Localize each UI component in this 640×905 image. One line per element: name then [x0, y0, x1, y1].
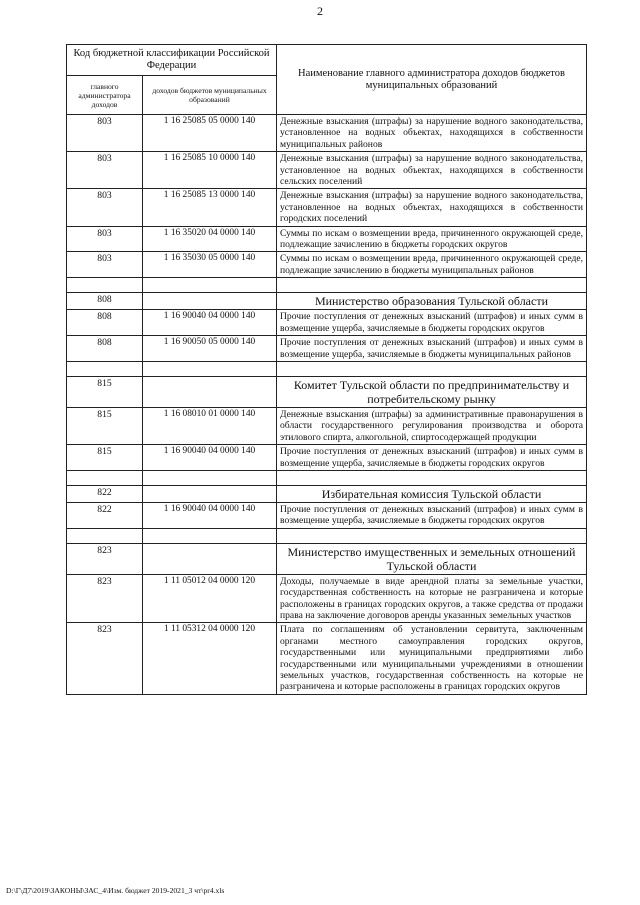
income-code-cell: 1 16 08010 01 0000 140 [143, 407, 277, 444]
admin-code-cell: 815 [67, 407, 143, 444]
admin-code-subheader: главного администратора доходов [67, 76, 143, 115]
spacer-cell [277, 361, 587, 376]
spacer-cell [67, 528, 143, 543]
admin-name-header: Наименование главного администратора доходов бюджетов муниципальных образований [277, 45, 587, 115]
table-body [67, 115, 587, 695]
admin-code-cell: 808 [67, 293, 143, 310]
table-row [67, 226, 587, 252]
income-code-cell: 1 16 35020 04 0000 140 [143, 226, 277, 252]
spacer-cell [67, 278, 143, 293]
income-name-cell: Прочие поступления от денежных взысканий (штрафов) и иных сумм в возмещение ущерба, зачисляемые в бюджеты городских округов [277, 310, 587, 336]
income-code-cell: 1 16 90050 05 0000 140 [143, 336, 277, 362]
footer-file-path: D:\Г\Д7\2019\ЗАКОНЫ\ЗАС_4\Изм. бюджет 2019-2021_3 чт\pr4.xls [6, 886, 225, 895]
income-name-cell: Прочие поступления от денежных взысканий (штрафов) и иных сумм в возмещение ущерба, зачисляемые в бюджеты муниципальных районов [277, 336, 587, 362]
income-name-cell: Прочие поступления от денежных взысканий (штрафов) и иных сумм в возмещение ущерба, зачисляемые в бюджеты городских округов [277, 445, 587, 471]
table-row [67, 407, 587, 444]
income-name-cell: Денежные взыскания (штрафы) за нарушение водного законодательства, установленное на водных объектах, находящихся в собственности муниципальных районов [277, 115, 587, 152]
table-row [67, 310, 587, 336]
income-code-cell [143, 543, 277, 574]
admin-code-cell: 823 [67, 623, 143, 694]
table-row [67, 189, 587, 226]
income-code-cell: 1 11 05312 04 0000 120 [143, 623, 277, 694]
table-row [67, 252, 587, 278]
spacer-cell [143, 278, 277, 293]
income-name-cell: Прочие поступления от денежных взысканий (штрафов) и иных сумм в возмещение ущерба, зачисляемые в бюджеты городских округов [277, 502, 587, 528]
page-number: 2 [317, 4, 323, 18]
kbk-header: Код бюджетной классификации Российской Федерации [67, 45, 277, 76]
income-code-cell: 1 11 05012 04 0000 120 [143, 574, 277, 623]
spacer-cell [143, 361, 277, 376]
admin-code-cell: 808 [67, 336, 143, 362]
department-row [67, 293, 587, 310]
department-name-cell: Министерство образования Тульской области [277, 293, 587, 310]
department-row [67, 543, 587, 574]
income-code-cell: 1 16 90040 04 0000 140 [143, 445, 277, 471]
admin-code-cell: 803 [67, 152, 143, 189]
spacer-cell [277, 528, 587, 543]
spacer-row [67, 528, 587, 543]
admin-code-cell: 803 [67, 115, 143, 152]
table-row [67, 445, 587, 471]
spacer-cell [67, 470, 143, 485]
income-name-cell: Денежные взыскания (штрафы) за административные правонарушения в области государственного регулирования производства и оборота этилового спирта, алкогольной, спиртосодержащей продукции [277, 407, 587, 444]
income-code-cell: 1 16 25085 10 0000 140 [143, 152, 277, 189]
department-row [67, 376, 587, 407]
spacer-row [67, 470, 587, 485]
department-name-cell: Министерство имущественных и земельных отношений Тульской области [277, 543, 587, 574]
income-name-cell: Суммы по искам о возмещении вреда, причиненного окружающей среде, подлежащие зачислению в бюджеты муниципальных районов [277, 252, 587, 278]
income-name-cell: Плата по соглашениям об установлении сервитута, заключенным органами местного самоуправления городских округов, государственными или муниципальными предприятиями либо государственными или муниципальными учреждениями в отношении земельных участков, государственная собственность на которые не разграничена и которые расположены в границах городских округов [277, 623, 587, 694]
income-code-cell: 1 16 90040 04 0000 140 [143, 502, 277, 528]
admin-code-cell: 803 [67, 189, 143, 226]
admin-code-cell: 823 [67, 574, 143, 623]
income-name-cell: Суммы по искам о возмещении вреда, причиненного окружающей среде, подлежащие зачислению в бюджеты городских округов [277, 226, 587, 252]
table-row [67, 502, 587, 528]
department-row [67, 485, 587, 502]
income-code-cell [143, 293, 277, 310]
income-code-cell: 1 16 25085 13 0000 140 [143, 189, 277, 226]
admin-code-cell: 822 [67, 502, 143, 528]
spacer-row [67, 278, 587, 293]
income-name-cell: Денежные взыскания (штрафы) за нарушение водного законодательства, установленное на водных объектах, находящихся в собственности сельских поселений [277, 152, 587, 189]
income-code-cell: 1 16 90040 04 0000 140 [143, 310, 277, 336]
income-code-cell: 1 16 35030 05 0000 140 [143, 252, 277, 278]
income-code-cell [143, 376, 277, 407]
income-code-subheader: доходов бюджетов муниципальных образований [143, 76, 277, 115]
table-row [67, 152, 587, 189]
admin-code-cell: 803 [67, 226, 143, 252]
income-code-cell [143, 485, 277, 502]
income-name-cell: Денежные взыскания (штрафы) за нарушение водного законодательства, установленное на водных объектах, находящихся в собственности городских поселений [277, 189, 587, 226]
income-code-cell: 1 16 25085 05 0000 140 [143, 115, 277, 152]
admin-code-cell: 815 [67, 445, 143, 471]
department-name-cell: Избирательная комиссия Тульской области [277, 485, 587, 502]
admin-code-cell: 822 [67, 485, 143, 502]
spacer-cell [143, 528, 277, 543]
table-row [67, 623, 587, 694]
budget-table [66, 44, 587, 695]
admin-code-cell: 823 [67, 543, 143, 574]
spacer-cell [277, 278, 587, 293]
department-name-cell: Комитет Тульской области по предпринимательству и потребительскому рынку [277, 376, 587, 407]
admin-code-cell: 815 [67, 376, 143, 407]
table-row [67, 574, 587, 623]
spacer-cell [277, 470, 587, 485]
spacer-cell [67, 361, 143, 376]
admin-code-cell: 803 [67, 252, 143, 278]
table-row [67, 336, 587, 362]
spacer-row [67, 361, 587, 376]
spacer-cell [143, 470, 277, 485]
table-row [67, 115, 587, 152]
admin-code-cell: 808 [67, 310, 143, 336]
income-name-cell: Доходы, получаемые в виде арендной платы за земельные участки, государственная собственность на которые не разграничена и которые расположены в границах городских округов, а также средства от продажи права на заключение договоров аренды указанных земельных участков [277, 574, 587, 623]
